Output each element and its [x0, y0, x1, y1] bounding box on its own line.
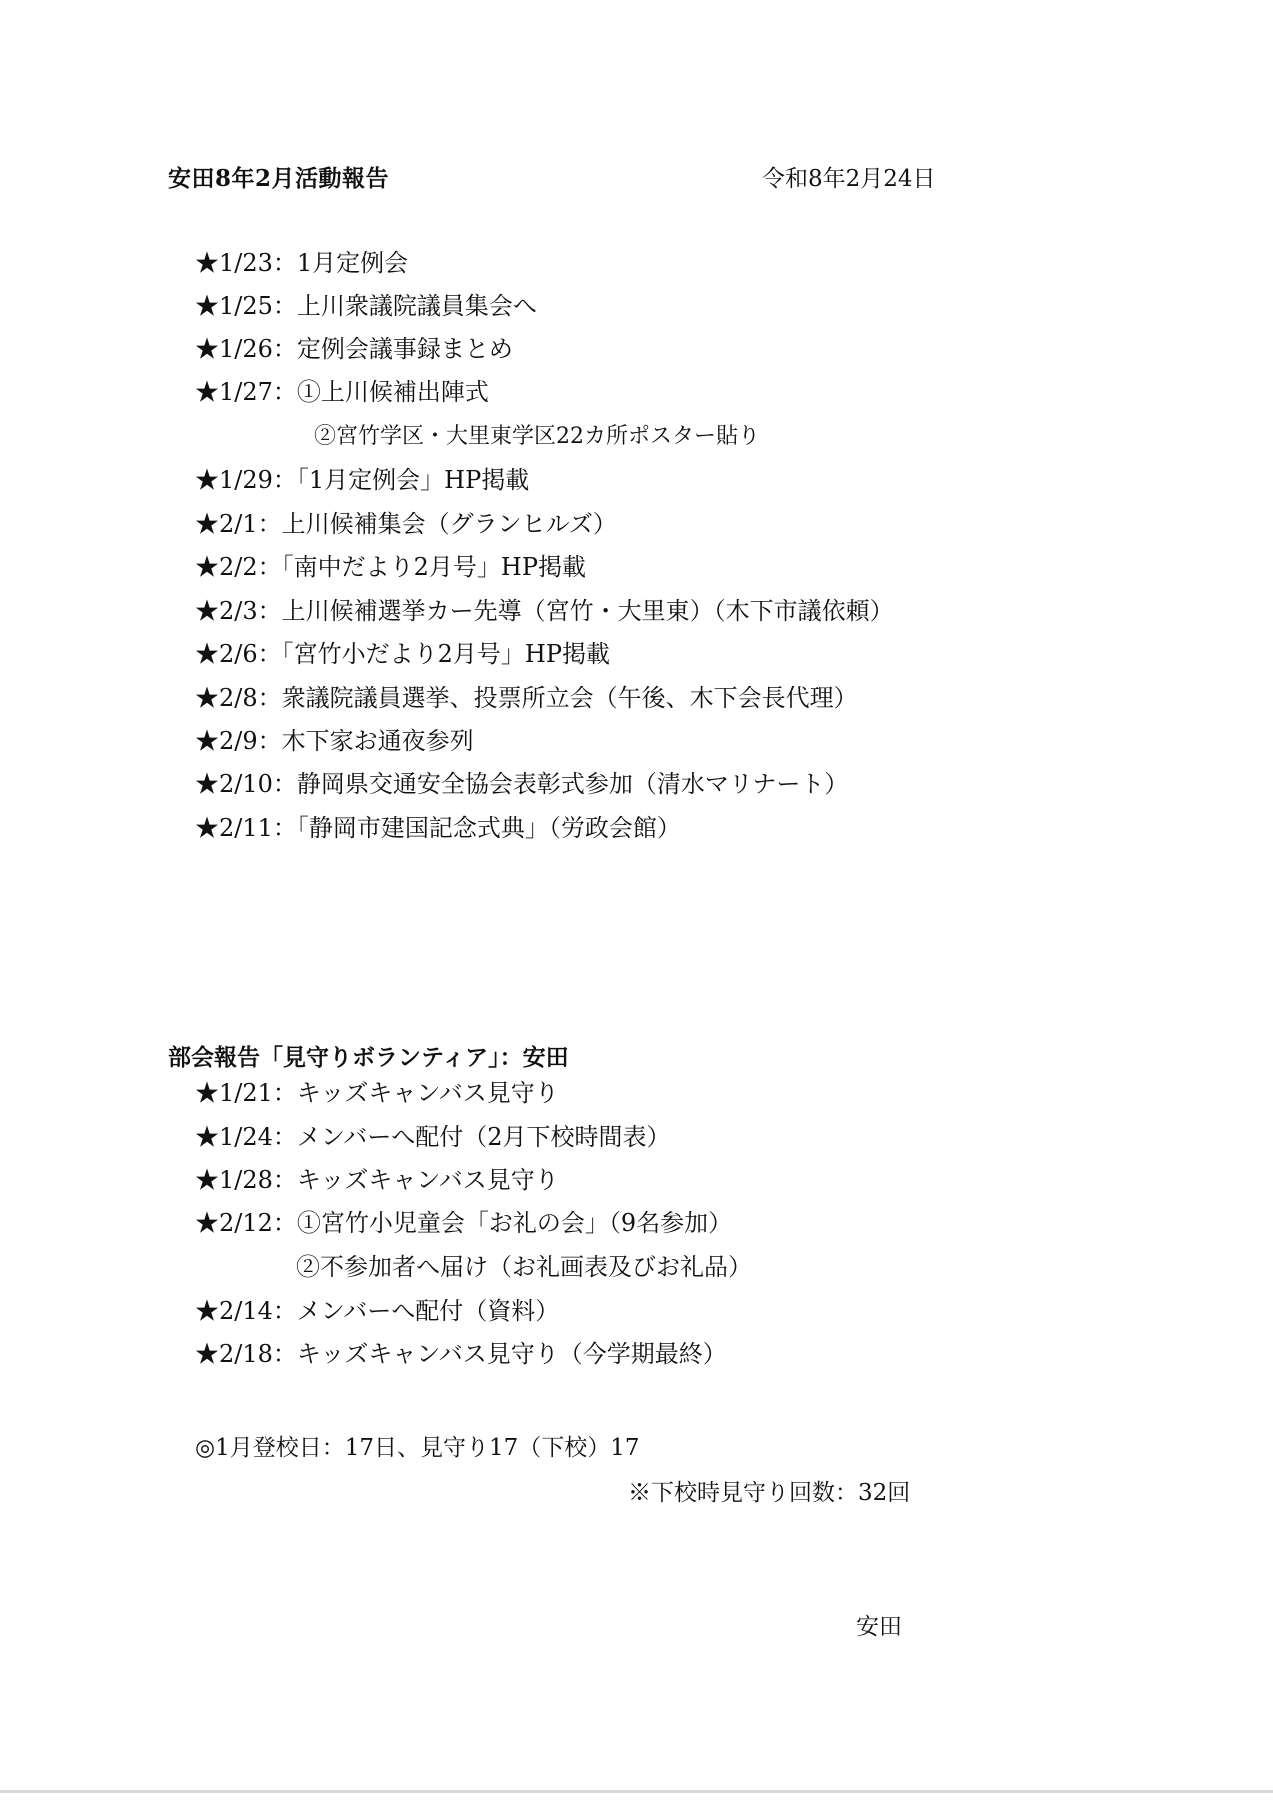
scan-edge-line: [0, 1790, 1273, 1793]
watch-count-note: ※下校時見守り回数：32回: [628, 1480, 911, 1506]
report-title: 安田8年2月活動報告: [168, 165, 390, 192]
activity-item: ★2/1：上川候補集会（グランヒルズ）: [195, 510, 617, 538]
signature: 安田: [856, 1614, 902, 1640]
activity-item: ★1/25：上川衆議院議員集会へ: [195, 292, 537, 320]
activity-item: ★1/23：1月定例会: [195, 249, 409, 277]
activity-item: ★2/8：衆議院議員選挙、投票所立会（午後、木下会長代理）: [195, 684, 858, 712]
activity-item: ★1/27：①上川候補出陣式: [195, 378, 489, 406]
section-item: ★1/24：メンバーへ配付（2月下校時間表）: [195, 1123, 671, 1151]
activity-item: ★2/11：「静岡市建国記念式典」（労政会館）: [195, 814, 681, 842]
section-item: ★2/18：キッズキャンバス見守り（今学期最終）: [195, 1340, 727, 1368]
activity-item-continuation: ②宮竹学区・大里東学区22カ所ポスター貼り: [314, 424, 760, 449]
section-item-continuation: ②不参加者へ届け（お礼画表及びお礼品）: [296, 1253, 752, 1281]
attendance-summary: ◎1月登校日：17日、見守り17（下校）17: [195, 1435, 640, 1461]
activity-item: ★2/3：上川候補選挙カー先導（宮竹・大里東）（木下市議依頼）: [195, 597, 894, 625]
activity-item: ★2/6：「宮竹小だより2月号」HP掲載: [195, 640, 610, 668]
report-date: 令和8年2月24日: [762, 166, 936, 192]
activity-item: ★2/2：「南中だより2月号」HP掲載: [195, 553, 586, 581]
activity-item: ★2/9：木下家お通夜参列: [195, 727, 474, 755]
section-title: 部会報告「見守りボランティア」：安田: [168, 1044, 569, 1071]
section-item: ★2/12：①宮竹小児童会「お礼の会」（9名参加）: [195, 1209, 733, 1237]
section-item: ★2/14：メンバーへ配付（資料）: [195, 1297, 560, 1325]
activity-item: ★1/26：定例会議事録まとめ: [195, 335, 513, 363]
section-item: ★1/28：キッズキャンバス見守り: [195, 1166, 559, 1194]
activity-item: ★2/10：静岡県交通安全協会表彰式参加（清水マリナート）: [195, 770, 849, 798]
activity-item: ★1/29：「1月定例会」HP掲載: [195, 466, 530, 494]
section-item: ★1/21：キッズキャンバス見守り: [195, 1079, 559, 1107]
